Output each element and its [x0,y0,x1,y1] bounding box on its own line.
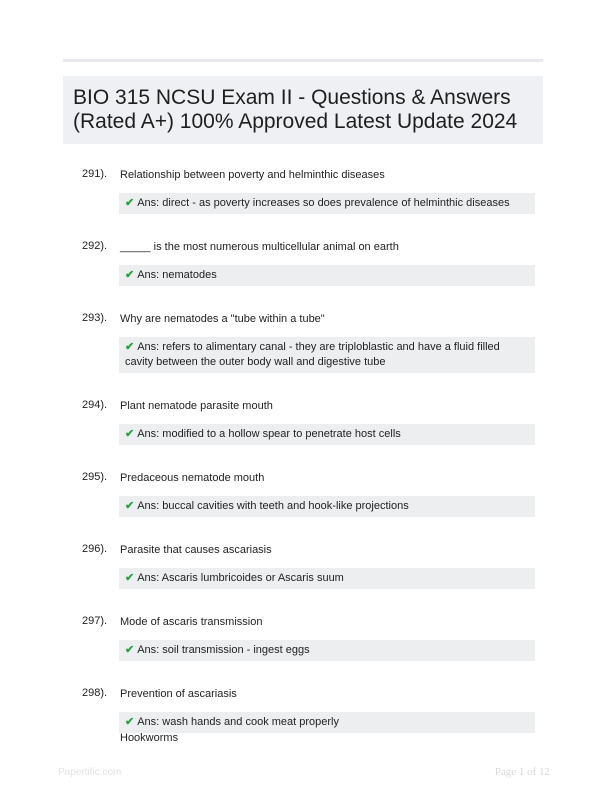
answer-box [119,568,535,589]
qa-item [0,543,606,589]
qa-item [0,615,606,661]
question-number: 291). [82,168,108,180]
question-number: 292). [82,240,108,252]
answer-box [119,712,535,733]
check-icon: ✔ [125,500,135,512]
answer-box [119,424,535,445]
answer-box [119,337,535,373]
question-text: Prevention of ascariasis [120,688,237,700]
check-icon: ✔ [125,716,135,728]
question-text: Mode of ascaris transmission [120,616,263,628]
qa-item [0,471,606,517]
page-number: Page 1 of 12 [494,766,550,778]
qa-item [0,399,606,445]
next-question: Hookworms [120,732,179,744]
question-number: 298). [82,687,108,699]
answer-text: Ans: direct - as poverty increases so does prevalence of helminthic diseases [137,197,510,209]
qa-item [0,240,606,286]
answer-text: Ans: buccal cavities with teeth and hook-like projections [137,500,409,512]
question-text: Why are nematodes a "tube within a tube" [120,313,325,325]
qa-item [0,312,606,373]
answer-text: Ans: soil transmission - ingest eggs [137,644,310,656]
question-number: 296). [82,543,108,555]
question-number: 293). [82,312,108,324]
qa-item [0,168,606,214]
question-number: 295). [82,471,108,483]
answer-text: Ans: Ascaris lumbricoides or Ascaris suum [137,572,344,584]
answer-text: Ans: refers to alimentary canal - they are triploblastic and have a fluid filled cavity between the outer body wall and digestive tube [125,341,500,368]
answer-box [119,496,535,517]
answer-box [119,193,535,214]
document-title: BIO 315 NCSU Exam II - Questions & Answers (Rated A+) 100% Approved Latest Update 2024 [63,76,543,144]
qa-list [0,168,606,759]
check-icon: ✔ [125,269,135,281]
question-number: 297). [82,615,108,627]
top-divider [63,59,543,62]
check-icon: ✔ [125,428,135,440]
check-icon: ✔ [125,572,135,584]
answer-text: Ans: modified to a hollow spear to penetrate host cells [137,428,401,440]
footer-watermark: Papertific.com [58,767,122,778]
question-text: Relationship between poverty and helminthic diseases [120,169,385,181]
question-text: Plant nematode parasite mouth [120,400,273,412]
answer-box [119,640,535,661]
question-text: Predaceous nematode mouth [120,472,265,484]
check-icon: ✔ [125,644,135,656]
question-number: 294). [82,399,108,411]
answer-box [119,265,535,286]
qa-item [0,687,606,733]
question-text: _____ is the most numerous multicellular animal on earth [120,241,399,253]
answer-text: Ans: wash hands and cook meat properly [137,716,339,728]
check-icon: ✔ [125,197,135,209]
check-icon: ✔ [125,341,135,353]
question-text: Parasite that causes ascariasis [120,544,272,556]
answer-text: Ans: nematodes [137,269,217,281]
